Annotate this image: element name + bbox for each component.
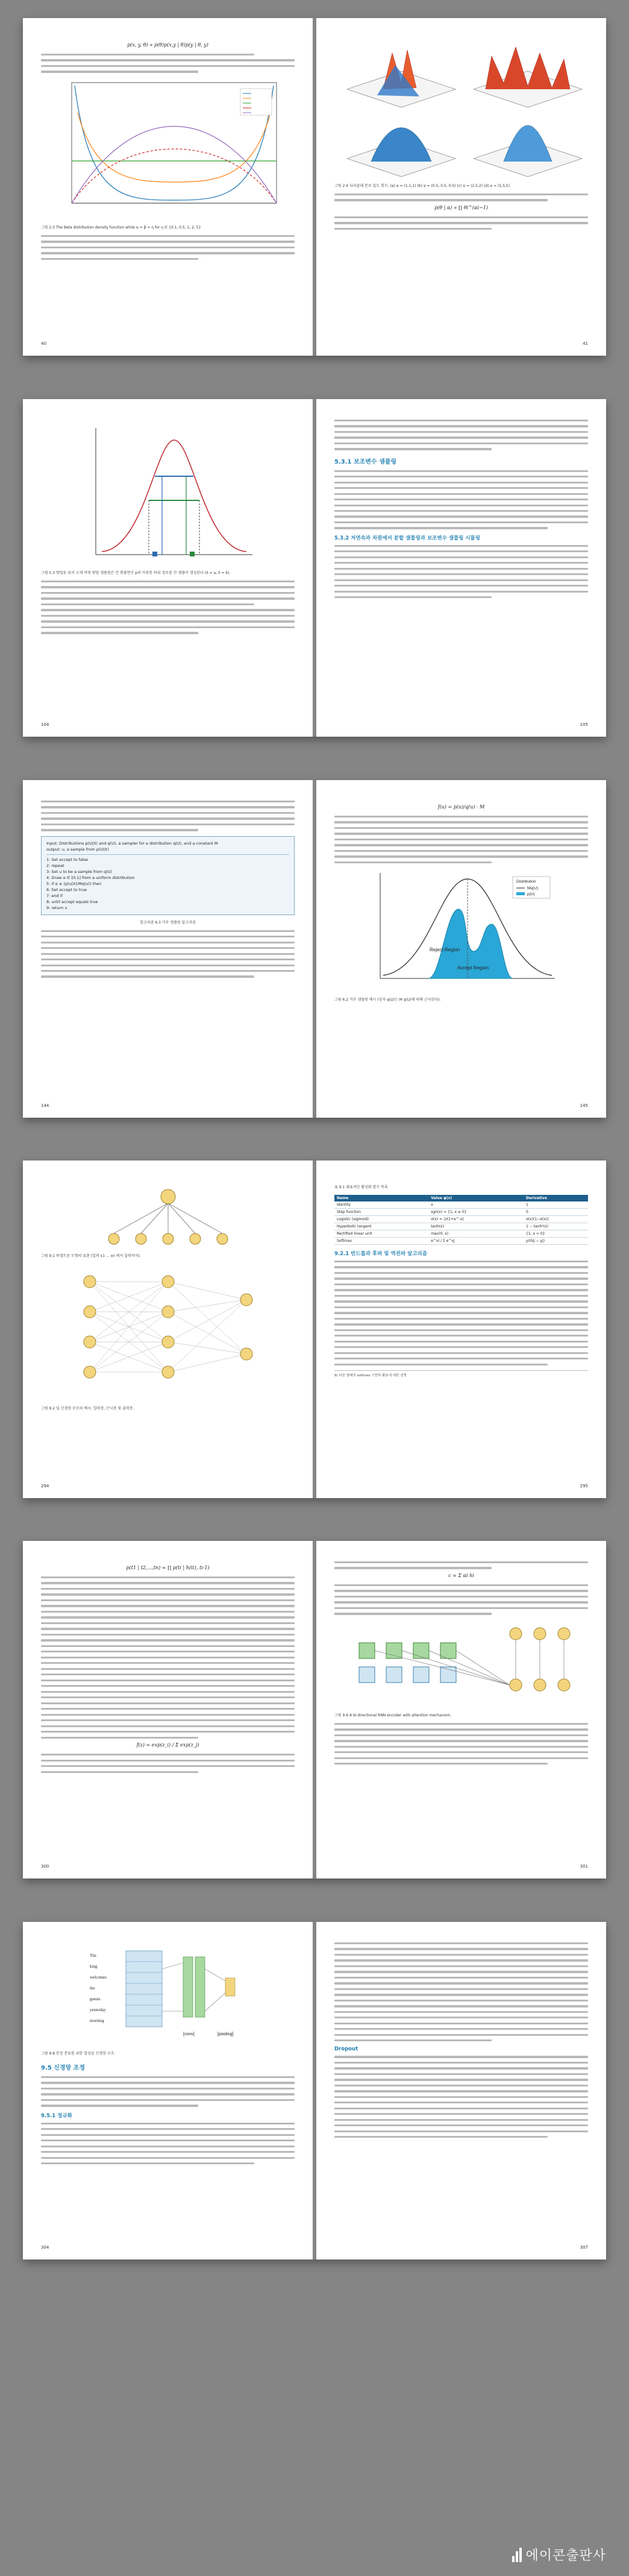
figure-caption: 그림 9.1 퍼셉트론 모형의 표현 (입력 x1 ... xn 에서 출력까지). [41, 1254, 141, 1258]
word-label: The [89, 1953, 96, 1958]
page-left [23, 399, 313, 737]
accept-label: Accept Region [457, 965, 489, 971]
table-header: Name [334, 1195, 428, 1201]
equation: p(x, y, θ) ∝ p(θ)p(x,y | θ)p(y | θ, y) [127, 42, 208, 48]
attention-rnn-figure [341, 1619, 582, 1709]
subsection-heading: 5.3.2 저연속과 차원에서 분할 샘플링과 보조변수 샘플링 시뮬링 [334, 535, 480, 541]
algorithm-input: Input: Distributions p(U|X) and q(U), a sampler for a distribution q(U), and a constant M [46, 840, 218, 846]
page-number: 41 [583, 341, 588, 346]
table-caption: 표 9.1 대표적인 활성화 함수 목록 [334, 1185, 388, 1189]
table-cell: Step function [334, 1209, 428, 1216]
page-left [23, 1541, 313, 1878]
figure-caption: 그림 2.3 The Beta distribution density function while α = β = η for η ∈ {0.1, 0.5, 1, 2, 5} [41, 225, 201, 230]
equation: p(t1 | t2,...,tn) ≈ ∏ p(ti | h(ti), ti-1) [126, 1565, 210, 1570]
slice-sampling-figure [78, 422, 258, 567]
figure-caption: 그림 9.8 문장 분류를 위한 합성곱 신경망 구조. [41, 2052, 116, 2056]
spread-6 [23, 1922, 606, 2260]
table-cell: Hyperbolic tangent [334, 1223, 428, 1230]
page-right [316, 18, 606, 356]
figure-caption: 그림 2.4 디리클레 분포 밀도 함수, (a) α = (1,1,1) (b) α = (0.5, 0.5, 0.5) (c) α = (2,5,2) (d) α = (5,5,5) [334, 184, 510, 188]
page-number: 294 [41, 1484, 49, 1488]
table-cell: Identity [334, 1201, 428, 1209]
table-cell: sgn(x) = {1, x ≥ 0} [428, 1209, 524, 1216]
word-label: welcomes [89, 1975, 107, 1980]
spread-2 [23, 399, 606, 737]
legend-title: Distribution [516, 880, 536, 884]
dirichlet-3d-figure [335, 41, 588, 180]
table-cell: Rectified linear unit [334, 1230, 428, 1238]
pool-label: [pooling] [217, 2032, 233, 2036]
word-label: morning [89, 2018, 104, 2023]
reject-label: Reject Region [429, 947, 460, 953]
beta-density-figure [48, 77, 289, 221]
word-label: guests [89, 1997, 100, 2001]
algorithm-line: 4: Draw α ∈ [0,1] from a uniform distribution [46, 875, 135, 880]
algorithm-line: 9: return u [46, 905, 67, 910]
algorithm-line: 5: if α ≤ (p(u|X)/Mq(u)) then [46, 881, 102, 886]
table-row [334, 1223, 588, 1230]
figure-caption: 그림 6.2 거부 샘플링 예시 (상자 q(U)는 M q(U)에 의해 근사된다). [334, 998, 441, 1003]
table-header: Derivative [524, 1195, 588, 1201]
conv-label: [conv] [183, 2032, 195, 2036]
page-number: 300 [41, 1864, 49, 1869]
table-cell: x [428, 1201, 524, 1209]
page-number: 105 [580, 722, 588, 727]
table-row [334, 1230, 588, 1238]
figure-caption: 그림 9.2 딥 신경망 구조의 예시: 입력층, 은닉층 및 출력층. [41, 1406, 134, 1411]
legend-item: p(U) [527, 892, 535, 897]
algorithm-box [41, 836, 295, 915]
table-row [334, 1209, 588, 1216]
page-right [316, 1160, 606, 1498]
word-label: king [89, 1964, 97, 1969]
publisher-name: 에이콘출판사 [525, 2548, 606, 2563]
word-label: the [89, 1986, 95, 1991]
page-right [316, 1922, 606, 2260]
equation: f(z) = exp(z_i) / Σ exp(z_j) [136, 1742, 199, 1748]
rejection-sampling-figure [362, 867, 561, 994]
page-right [316, 399, 606, 737]
table-cell: max(0, x) [428, 1230, 524, 1238]
table-cell: 0 [524, 1209, 588, 1216]
perceptron-figure [90, 1183, 246, 1250]
section-heading: 5.3.1 보조변수 샘플링 [334, 458, 397, 465]
deep-network-figure [66, 1264, 271, 1402]
table-cell: tanh(x) [428, 1223, 524, 1230]
spread-5 [23, 1541, 606, 1878]
page-number: 301 [580, 1864, 588, 1869]
page-left [23, 1160, 313, 1498]
algorithm-line: 3: Set u to be a sample from q(U) [46, 869, 112, 874]
spread-1 [23, 18, 606, 356]
activation-table [334, 1195, 588, 1245]
page-left [23, 18, 313, 356]
algorithm-output: output: u, a sample from p(U|X) [46, 846, 109, 852]
page-number: 40 [41, 341, 46, 346]
table-cell: yi(δij − yj) [524, 1238, 588, 1245]
subsection-heading: 9.2.1 반드롭과 후퍼 및 역전파 알고리즘 [334, 1251, 427, 1257]
section-heading: 9.5 신경망 조정 [41, 2065, 85, 2071]
table-cell: {1, x > 0} [524, 1230, 588, 1238]
table-row [334, 1201, 588, 1209]
page-number: 104 [41, 722, 49, 727]
publisher-logo [512, 2545, 606, 2564]
table-row [334, 1216, 588, 1223]
spread-3 [23, 780, 606, 1118]
algorithm-caption: 알고리즘 6.3 거부 샘플링 알고리즘 [140, 920, 196, 925]
table-cell: Softmax [334, 1238, 428, 1245]
equation: c = Σ αi hi [448, 1572, 474, 1578]
algorithm-line: 7: end if [46, 893, 63, 898]
subsection-heading: 9.5.1 정규화 [41, 2112, 72, 2119]
page-left [23, 1922, 313, 2260]
page-number: 295 [580, 1484, 588, 1488]
table-cell: 1 [524, 1201, 588, 1209]
algorithm-line: 1: Set accept to false [46, 857, 89, 862]
cnn-sentence-figure [78, 1945, 258, 2047]
table-row [334, 1238, 588, 1245]
spread-4 [23, 1160, 606, 1498]
subsection-heading: Dropout [334, 2046, 358, 2053]
figure-caption: 그림 5.3 방법론 위치 소재 머릿 방법 샘플링은 안 확률변수 p의 이용한 하위 경로를 안 샘플이 생성된다 (λ = a, λ = b). [41, 571, 231, 575]
page-number: 307 [580, 2245, 588, 2250]
word-label: yesterday [89, 2008, 106, 2012]
page-number: 145 [580, 1103, 588, 1108]
algorithm-line: 8: until accept equals true [46, 899, 98, 904]
table-cell: σ(x)(1−σ(x)) [524, 1216, 588, 1223]
algorithm-line: 6: Set accept to true [46, 887, 87, 892]
logo-mark-icon [512, 2548, 522, 2562]
equation: p(θ | α) ∝ ∏ θi^(αi−1) [434, 204, 488, 210]
page-right [316, 780, 606, 1118]
legend-item: Mq(U) [527, 886, 538, 891]
table-cell: e^xi / Σ e^xj [428, 1238, 524, 1245]
footnote: 9) 다른 형태의 softmax 구현과 활용에 대한 설명 [334, 1370, 588, 1378]
page-number: 304 [41, 2245, 49, 2250]
table-cell: Logistic (sigmoid) [334, 1216, 428, 1223]
equation: f(u) = p(u)/q(u) · M [437, 804, 485, 810]
table-cell: 1 − tanh²(x) [524, 1223, 588, 1230]
page-left [23, 780, 313, 1118]
page-right [316, 1541, 606, 1878]
figure-caption: 그림 9.6 A bi-directional RNN encoder with attention mechanism. [334, 1713, 452, 1718]
table-cell: σ(x) = 1/(1+e^-x) [428, 1216, 524, 1223]
table-header: Value φ(x) [428, 1195, 524, 1201]
page-number: 144 [41, 1103, 49, 1108]
algorithm-line: 2: repeat [46, 863, 64, 868]
